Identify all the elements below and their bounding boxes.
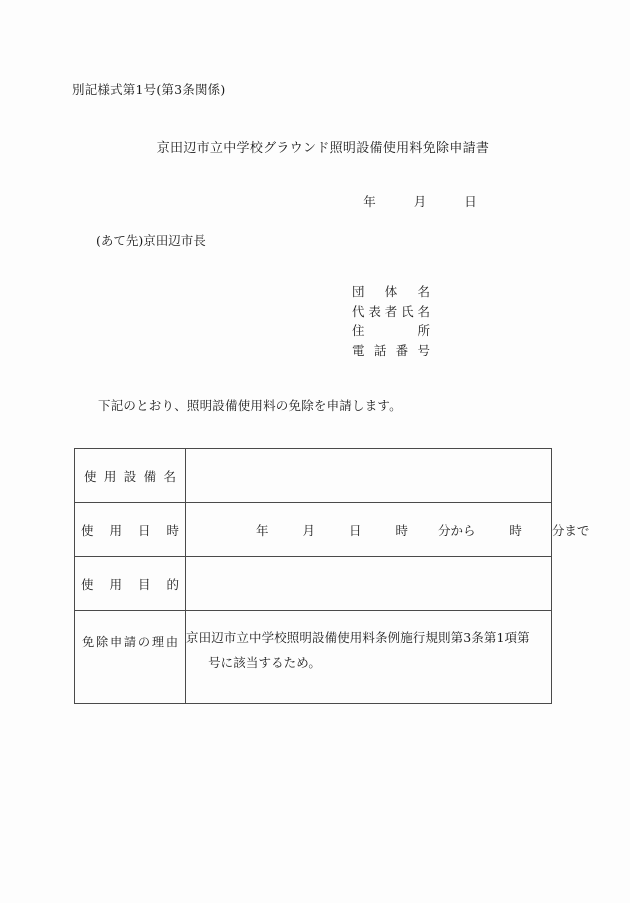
applicant-field-address bbox=[352, 321, 430, 341]
label-char: 使 bbox=[84, 468, 97, 484]
applicant-char: 番 bbox=[395, 342, 409, 358]
date-year-label: 年 bbox=[363, 194, 376, 209]
row-value-facility-name[interactable] bbox=[186, 449, 552, 503]
applicant-char: 名 bbox=[417, 284, 430, 299]
time-token-year: 年 bbox=[256, 522, 269, 538]
row-value-usage-purpose[interactable] bbox=[186, 557, 552, 611]
applicant-char: 話 bbox=[373, 342, 387, 358]
label-char: 使 bbox=[81, 576, 94, 592]
applicant-char: 電 bbox=[352, 342, 365, 358]
exemption-reason-part1: 京田辺市立中学校照明設備使用料条例施行規則第3条第1項第 bbox=[186, 630, 530, 645]
time-token-hour-start: 時 bbox=[395, 522, 408, 538]
date-day-label: 日 bbox=[464, 194, 477, 209]
applicant-char: 表 bbox=[368, 303, 381, 319]
label-char: 備 bbox=[143, 468, 157, 484]
applicant-field-phone-number bbox=[352, 341, 430, 361]
row-label-usage-datetime bbox=[75, 503, 186, 557]
applicant-char: 名 bbox=[417, 303, 430, 319]
label-char: 名 bbox=[163, 468, 176, 484]
date-month-label: 月 bbox=[413, 194, 427, 209]
label-char: 使 bbox=[81, 522, 94, 538]
table-row bbox=[75, 611, 552, 704]
row-label-facility-name bbox=[75, 449, 186, 503]
label-char: 除 bbox=[95, 635, 109, 649]
label-char: 日 bbox=[137, 522, 151, 538]
applicant-field-organization-name bbox=[352, 282, 430, 302]
time-token-month: 月 bbox=[302, 522, 315, 538]
exemption-reason-part2: 号に該当するため。 bbox=[208, 655, 321, 670]
table-row bbox=[75, 503, 552, 557]
applicant-char: 住 bbox=[352, 323, 365, 338]
applicant-char: 代 bbox=[352, 303, 365, 319]
time-token-minute-to: 分まで bbox=[551, 522, 590, 538]
table-row bbox=[75, 449, 552, 503]
row-label-exemption-reason bbox=[75, 611, 186, 704]
applicant-block bbox=[352, 282, 430, 360]
label-char: 請 bbox=[123, 635, 137, 649]
label-char: 的 bbox=[166, 576, 179, 592]
form-number: 別記様式第1号(第3条関係) bbox=[72, 82, 226, 97]
applicant-char: 所 bbox=[417, 323, 430, 338]
applicant-char: 号 bbox=[417, 342, 430, 358]
time-token-day: 日 bbox=[348, 522, 362, 538]
row-label-usage-purpose bbox=[75, 557, 186, 611]
applicant-char: 団 bbox=[352, 284, 365, 299]
exemption-reason-text bbox=[186, 625, 551, 675]
label-char: の bbox=[137, 635, 151, 649]
usage-datetime-line bbox=[186, 521, 590, 539]
label-char: 設 bbox=[123, 468, 137, 484]
row-value-exemption-reason[interactable] bbox=[186, 611, 552, 704]
label-char: 用 bbox=[109, 576, 122, 592]
label-char: 用 bbox=[103, 468, 117, 484]
application-table bbox=[74, 448, 590, 704]
applicant-char: 氏 bbox=[401, 303, 414, 319]
page-title: 京田辺市立中学校グラウンド照明設備使用料免除申請書 bbox=[156, 141, 490, 156]
applicant-char: 者 bbox=[384, 303, 398, 319]
addressee: (あて先)京田辺市長 bbox=[96, 233, 206, 248]
date-line bbox=[0, 192, 630, 210]
time-token-hour-end: 時 bbox=[509, 522, 522, 538]
statement-text: 下記のとおり、照明設備使用料の免除を申請します。 bbox=[98, 398, 402, 413]
row-value-usage-datetime[interactable] bbox=[186, 503, 590, 557]
label-char: 用 bbox=[109, 522, 122, 538]
time-token-minute-from: 分から bbox=[437, 522, 476, 538]
label-char: 由 bbox=[165, 635, 178, 649]
label-char: 目 bbox=[137, 576, 151, 592]
label-char: 申 bbox=[109, 635, 123, 649]
label-char: 理 bbox=[151, 635, 165, 649]
label-char: 時 bbox=[166, 522, 179, 538]
label-char: 免 bbox=[82, 635, 95, 649]
table-row bbox=[75, 557, 552, 611]
applicant-field-representative-name bbox=[352, 302, 430, 322]
applicant-char: 体 bbox=[384, 284, 398, 299]
